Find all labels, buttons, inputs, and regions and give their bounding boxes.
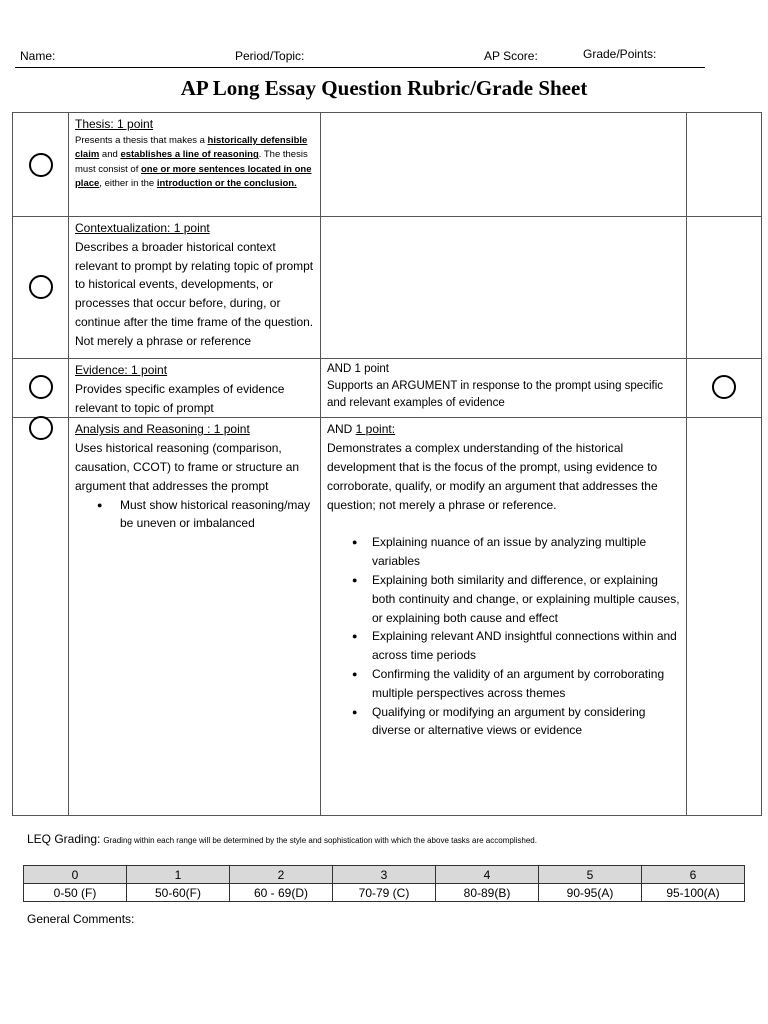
name-label: Name: <box>20 49 56 63</box>
scale-point: 3 <box>333 866 436 884</box>
leq-grading-note: Grading within each range will be determined by the style and sophistication with which the above tasks are accomplished. <box>103 836 537 845</box>
ap-score-label: AP Score: <box>484 49 538 63</box>
leq-grading-label: LEQ Grading: <box>27 832 101 846</box>
complexity-bullet-list <box>327 533 680 740</box>
scale-range: 0-50 (F) <box>24 884 127 902</box>
contextualization-checkbox-circle[interactable] <box>29 275 53 299</box>
scale-point: 4 <box>436 866 539 884</box>
scale-point: 0 <box>24 866 127 884</box>
rubric-row-contextualization <box>13 217 762 359</box>
evidence-heading: Evidence: 1 point <box>75 363 168 377</box>
evidence-and-heading: AND 1 point <box>327 363 390 375</box>
scale-point: 2 <box>230 866 333 884</box>
list-item: ● Explaining relevant AND insightful connections within and across time periods <box>327 627 680 665</box>
contextualization-description: Describes a broader historical context relevant to prompt by relating topic of prompt to historical events, developments, or processes that occur before, during, or continue after the time frame of the question. Not merely a phrase or reference <box>75 239 314 348</box>
scale-range: 60 - 69(D) <box>230 884 333 902</box>
list-item: ● Qualifying or modifying an argument by considering diverse or alternative views or evidence <box>327 703 680 741</box>
scale-point: 1 <box>127 866 230 884</box>
thesis-heading: Thesis: 1 point <box>75 117 154 131</box>
scale-range: 80-89(B) <box>436 884 539 902</box>
rubric-row-analysis <box>13 418 762 816</box>
page-title: AP Long Essay Question Rubric/Grade Sheet <box>180 76 588 100</box>
analysis-heading: Analysis and Reasoning : 1 point <box>75 422 250 437</box>
period-topic-label: Period/Topic: <box>235 49 305 63</box>
thesis-checkbox-circle[interactable] <box>29 153 53 177</box>
rubric-row-thesis <box>13 113 762 217</box>
scale-point: 6 <box>642 866 745 884</box>
list-item: ● Explaining nuance of an issue by analyzing multiple variables <box>327 533 680 571</box>
scale-point: 5 <box>539 866 642 884</box>
list-item: ● Must show historical reasoning/may be uneven or imbalanced <box>75 496 314 534</box>
contextualization-heading: Contextualization: 1 point <box>75 221 210 235</box>
grading-scale-table <box>23 865 745 902</box>
thesis-description: Presents a thesis that makes a historically defensible claim and establishes a line of reasoning. The thesis must consist of one or more sentences located in one place, either in the introduction or the conclusion. <box>75 134 312 190</box>
analysis-description: Uses historical reasoning (comparison, causation, CCOT) to frame or structure an argument that addresses the prompt <box>75 441 300 493</box>
grade-points-label: Grade/Points: <box>583 47 657 61</box>
evidence-argument-checkbox-circle[interactable] <box>712 375 736 399</box>
scale-range: 90-95(A) <box>539 884 642 902</box>
analysis-and-heading: AND 1 point: <box>327 422 396 437</box>
evidence-and-description: Supports an ARGUMENT in response to the prompt using specific and relevant examples of evidence <box>327 380 664 409</box>
scale-range: 95-100(A) <box>642 884 745 902</box>
evidence-checkbox-circle[interactable] <box>29 375 53 399</box>
analysis-bullet-list <box>75 496 314 534</box>
analysis-and-description: Demonstrates a complex understanding of the historical development that is the focus of the prompt, using evidence to corroborate, qualify, or modify an argument that addresses the question; not merely a phrase or reference. <box>327 441 658 512</box>
list-item: ● Explaining both similarity and difference, or explaining both continuity and change, or explaining multiple causes, or explaining both cause and effect <box>327 571 680 627</box>
analysis-checkbox-circle[interactable] <box>29 416 53 440</box>
general-comments-label: General Comments: <box>27 912 135 926</box>
scale-range: 50-60(F) <box>127 884 230 902</box>
rubric-row-evidence <box>13 359 762 418</box>
rubric-table <box>12 112 762 816</box>
list-item: ● Confirming the validity of an argument by corroborating multiple perspectives across themes <box>327 665 680 703</box>
scale-ranges-row <box>24 884 745 902</box>
evidence-description: Provides specific examples of evidence relevant to topic of prompt <box>75 381 285 415</box>
scale-points-row <box>24 866 745 884</box>
scale-range: 70-79 (C) <box>333 884 436 902</box>
header-line <box>15 46 705 68</box>
leq-grading <box>27 832 537 846</box>
